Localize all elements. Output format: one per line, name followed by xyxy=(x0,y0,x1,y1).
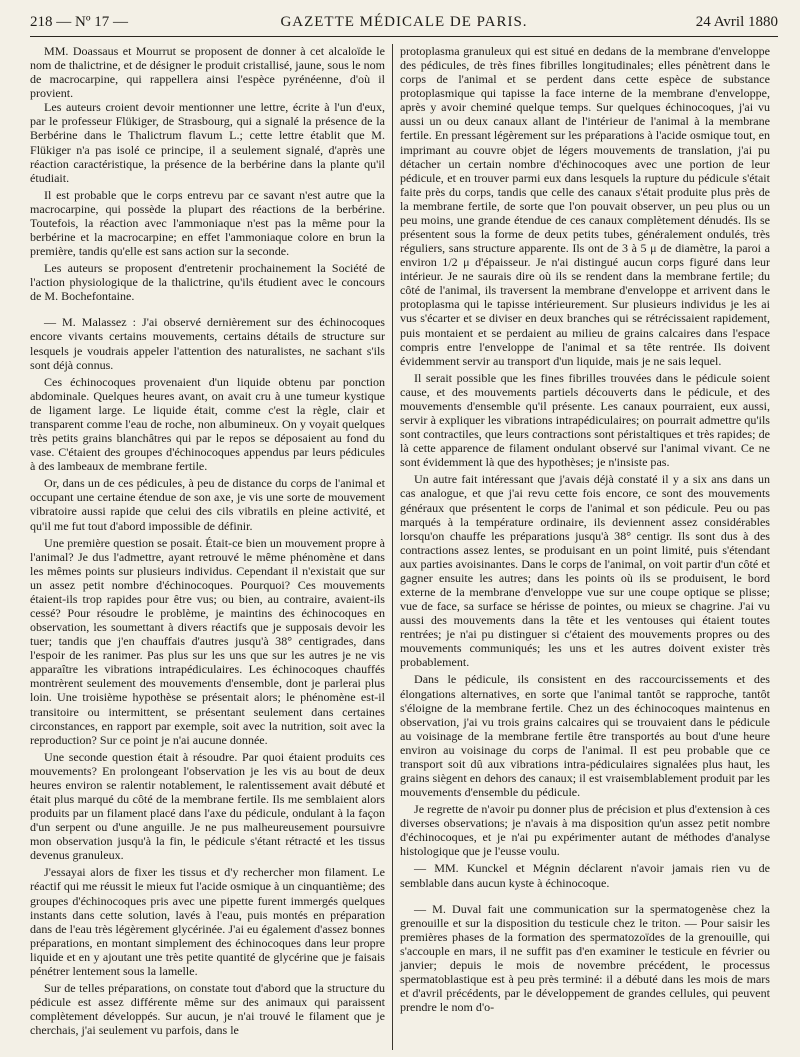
paragraph: J'essayai alors de fixer les tissus et d'y rechercher mon filament. Le réactif qui me réussit le mieux fut l'acide osmique à un cinquantième; des groupes d'échinocoques pris avec une pipette furent immergés quelques instants dans cette solution, lavés à l'eau, puis montés en préparation dans de l'eau très légèrement glycérinée. J'ai eu également d'assez bonnes préparations, en montant simplement des échinocoques dans leur propre liquide et en y ajoutant une très petite quantité de glycérine que je faisais pénétrer lentement sous la lamelle. xyxy=(30,865,385,978)
paragraph: Sur de telles préparations, on constate tout d'abord que la structure du pédicule est assez différente même sur des animaux qui paraissent complètement développés. Sur aucun, je n'ai trouvé le filament que je cherchais, j'ai seulement vu parfois, dans le xyxy=(30,981,385,1038)
paragraph: Dans le pédicule, ils consistent en des raccourcissements et des élongations alternatives, en sorte que l'animal tantôt se rapproche, tantôt s'éloigne de la membrane fertile. Chez un des échinocoques maintenus en observation, j'ai vu trois grains calcaires qui se trouvaient dans le pédicule au voisinage de la membrane fertile être transportés au bout d'une heure environ au voisinage du corps de l'animal. Il est peu probable que ce transport soit dû aux vibrations intra-pédiculaires signalées plus haut, les grains siègent en dehors des canaux; il est vraisemblablement produit par les mouvements d'ensemble du pédicule. xyxy=(400,672,770,800)
paragraph: MM. Doassaus et Mourrut se proposent de donner à cet alcaloïde le nom de thalictrine, et de désigner le produit cristallisé, jaune, sous le nom de macrocarpine, qui rappellera ainsi l'espèce pyrénéenne, d'où il provient. xyxy=(30,44,385,101)
paragraph: Une première question se posait. Était-ce bien un mouvement propre à l'animal? Je dus l'admettre, ayant retrouvé le même phénomène et dans les mêmes points sur plusieurs individus. Cependant il n'existait que sur un assez petit nombre d'échinocoques. Pourquoi? Ces mouvements étaient-ils trop rapides pour être vus; ou bien, au contraire, avaient-ils cessé? Pour résoudre le problème, je maintins des échinocoques en observation, les soumettant à divers réactifs que je supposais devoir les tuer; tandis que j'en chauffais d'autres jusqu'à 38° centigrades, dans l'espoir de les ranimer. Pas plus sur les uns que sur les autres je ne vis apparaître les vibrations intrapédiculaires. Les échinocoques chauffés montrèrent seulement des mouvements d'ensemble, dont je parlerai plus loin. Une troisième hypothèse se présentait alors; le phénomène est-il transitoire ou intermittent, se présentant seulement dans certaines circonstances, en rapport par exemple, soit avec la nutrition, soit avec la reproduction? Sur ce point je n'ai aucune donnée. xyxy=(30,535,385,747)
column-divider xyxy=(392,44,393,1050)
paragraph-malassez: — M. Malassez : J'ai observé dernièrement sur des échinocoques encore vivants certains mouvements, certains détails de structure sur lesquels je voudrais appeler l'attention des naturalistes, ne sachant s'ils sont déjà connus. xyxy=(30,315,385,372)
paragraph: Il est probable que le corps entrevu par ce savant n'est autre que la macrocarpine, qui possède la plupart des réactions de la berbérine. Toutefois, la réaction avec l'ammoniaque n'est pas la même pour la berbérine et la macrocarpine; en effet l'ammoniaque colore en brun la première, tandis qu'elle est sans action sur la seconde. xyxy=(30,187,385,259)
paragraph: Or, dans un de ces pédicules, à peu de distance du corps de l'animal et occupant une certaine étendue de son axe, je vis une sorte de mouvement vibratoire aussi rapide que celui des cils vibratils en pleine activité, et qu'il me fut tout d'abord impossible de définir. xyxy=(30,476,385,533)
journal-title: GAZETTE MÉDICALE DE PARIS. xyxy=(280,14,528,30)
paragraph-duval: — M. Duval fait une communication sur la spermatogenèse chez la grenouille et sur la disposition du testicule chez le triton. — Pour saisir les premières phases de la formation des spermatozoïdes de la grenouille, qui s'accouple en mars, il ne suffit pas d'en examiner le testicule en février ou janvier; depuis le mois de novembre précédent, le processus spermatoblastique est à peu près terminé: il a débuté dans les mois de mars et d'avril précédents, par le développement de grandes cellules, qui peuvent prendre le nom d'o- xyxy=(400,901,770,1015)
paragraph: Une seconde question était à résoudre. Par quoi étaient produits ces mouvements? En prolongeant l'observation je les vis au bout de deux heures environ se ralentir notablement, le ralentissement avait débuté et était plus marqué du côté de la membrane fertile. Ils me semblaient alors produits par un filament placé dans l'axe du pédicule, ondulant à la façon d'un serpent ou d'une anguille. Je ne pus malheureusement poursuivre mon observation jusqu'à la fin, le pédicule s'étant rétracté et les tissus devenus granuleux. xyxy=(30,749,385,863)
paragraph: Je regrette de n'avoir pu donner plus de précision et plus d'extension à ces diverses observations; je n'avais à ma disposition qu'un assez petit nombre d'échinocoques, et je n'ai pu expérimenter autant de méthodes d'analyse histologique que je l'eusse voulu. xyxy=(400,802,770,859)
page-number: 218 — Nº 17 — xyxy=(30,14,128,30)
right-column xyxy=(400,44,770,1014)
page-header xyxy=(30,14,778,36)
header-rule xyxy=(30,36,778,37)
paragraph: Les auteurs se proposent d'entretenir prochainement la Société de l'action physiologique de la thalictrine, qu'ils étudient avec le concours de M. Bochefontaine. xyxy=(30,261,385,304)
paragraph: Les auteurs croient devoir mentionner une lettre, écrite à l'un d'eux, par le professeur Flükiger, de Strasbourg, qui a signalé la présence de la Berbérine dans le Thalictrum flavum L.; cette lettre établit que M. Flükiger n'a pas isolé ce principe, il a seulement signalé, d'après une réaction caractéristique, la présence de la berbérine dans la plante qu'il étudiait. xyxy=(30,100,385,185)
paragraph-kunckel: — MM. Kunckel et Mégnin déclarent n'avoir jamais rien vu de semblable dans aucun kyste à échinocoque. xyxy=(400,861,770,890)
left-column xyxy=(30,44,385,1037)
paragraph: protoplasma granuleux qui est situé en dedans de la membrane d'enveloppe des pédicules, de très fines fibrilles longitudinales; elles pénètrent dans le corps de l'animal et se perdent dans cette espèce de substance protoplasmique qui tapisse la face interne de la membrane d'enveloppe, après y avoir cheminé quelque temps. Sur quelques échinocoques, j'ai vu aussi un ou deux canaux allant de l'intérieur de l'animal à la membrane fertile. En pressant légèrement sur les préparations à l'acide osmique tout, en imprimant au couvre objet de légers mouvements de translation, j'ai pu détacher un certain nombre d'échinocoques avec une portion de leur pédicule, et en trouver parmi eux dans lesquels la rupture du pédicule s'était faite près du corps, tandis que celle des canaux s'était produite plus près de la membrane fertile, de sorte que l'on pouvait observer, un peu plus ou un peu moins, une grande étendue de ces canaux complètement dénudés. Ils se présentent sous la forme de deux petits tubes, généralement ondulés, très réguliers, sans structure apparente. Ils ont de 3 à 5 μ de diamètre, la paroi a environ 1/2 μ d'épaisseur. Je n'ai distingué aucun corps figuré dans leur intérieur. Je ne saurais dire où ils se rendent dans la membrane fertile; du côté de l'animal, ils traversent la membrane d'enveloppe et arrivent dans le protoplasma qui le tapisse intérieurement. Sur plusieurs individus je les ai vus s'écarter et se diviser en deux branches qui se rétrécissaient rapidement, puis montaient et se perdaient au milieu de grains calcaires dans l'espace compris entre l'enveloppe de l'animal et sa tête rentrée. Ils doivent évidemment servir au transport d'un liquide, mais je ne sais lequel. xyxy=(400,44,770,368)
paragraph: Ces échinocoques provenaient d'un liquide obtenu par ponction abdominale. Quelques heures avant, on avait cru à une tumeur kystique de ligament large. Le liquide était, comme c'est la règle, clair et transparent comme l'eau de roche, non albumineux. On y voyait quelques très petits grains blanchâtres qui par le repos se déposaient au fond du vase. C'étaient des groupes d'échinocoques appendus par leurs pédicules à des lambeaux de membrane fertile. xyxy=(30,374,385,474)
issue-date: 24 Avril 1880 xyxy=(695,14,778,30)
paragraph: Il serait possible que les fines fibrilles trouvées dans le pédicule soient cause, et des mouvements partiels découverts dans le pédicule, et des mouvements d'ensemble qu'il présente. Les canaux pourraient, eux aussi, servir à expliquer les vibrations intrapédiculaires; on pourrait admettre qu'ils sont contractiles, que leurs contractions sont péristaltiques et très rapides; de là cette apparence de filament ondulant observé sur l'animal vivant. Ce ne sont évidemment là que des hypothèses; je n'insiste pas. xyxy=(400,370,770,470)
paragraph: Un autre fait intéressant que j'avais déjà constaté il y a six ans dans un cas analogue, et que j'ai revu cette fois encore, ce sont des mouvements généraux que présentent le corps de l'animal et son pédicule. Peu ou pas marqués à la température ordinaire, ils deviennent assez considérables lorsqu'on chauffe les préparations jusqu'à 38° centigr. Ils sont dus à des contractions assez lentes, se produisant en un point limité, puis s'étendant aux parties avoisinantes. Dans le corps de l'animal, on voit partir d'un côté et gagner ensuite les autres; dans les points où ils se produisent, le bord externe de la membrane d'enveloppe vue sur une coupe optique se plisse; vue de face, sa surface se hérisse de pointes, ou mieux se chagrine. J'ai vu aussi des mouvements dans la tête et les ventouses qui étaient toutes rentrées; je n'ai pu distinguer si c'étaient des mouvements propres ou des mouvements communiqués; les uns et les autres doivent exister très probablement. xyxy=(400,472,770,670)
